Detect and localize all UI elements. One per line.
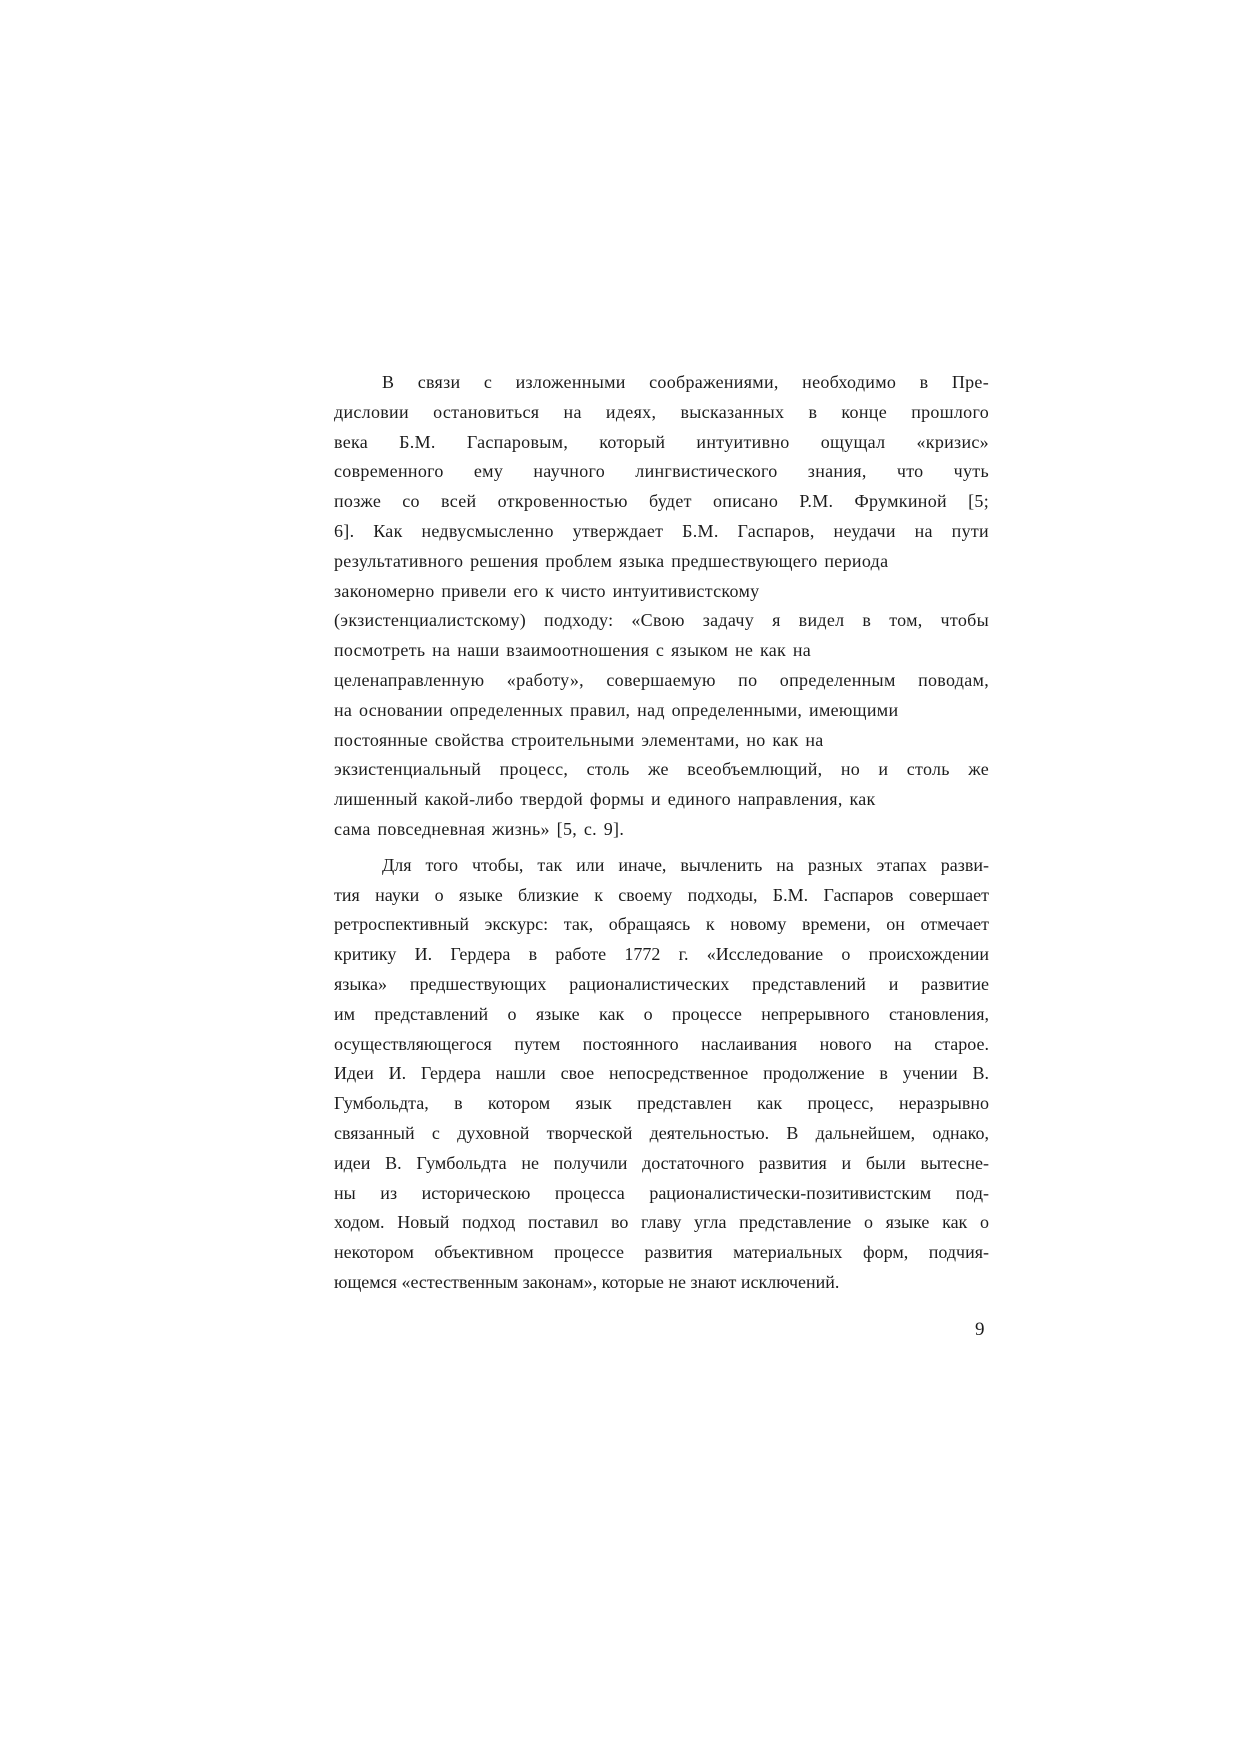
text-line: закономерно привели его к чисто интуитивистскому xyxy=(334,580,760,601)
text-line: на основании определенных правил, над определенными, имеющими xyxy=(334,699,899,720)
text-line: позже со всей откровенностью будет описано Р.М. Фрумкиной [5; xyxy=(334,491,989,512)
text-line: Для того чтобы, так или иначе, вычленить на разных этапах разви- xyxy=(382,854,989,875)
text-line: результативного решения проблем языка предшествующего периода xyxy=(334,550,889,571)
text-line: тия науки о языке близкие к своему подходы, Б.М. Гаспаров совершает xyxy=(334,884,989,905)
text-line: сама повседневная жизнь» [5, с. 9]. xyxy=(334,818,625,839)
text-line: века Б.М. Гаспаровым, который интуитивно ощущал «кризис» xyxy=(334,431,989,452)
text-line: дисловии остановиться на идеях, высказанных в конце прошлого xyxy=(334,401,989,422)
text-line: экзистенциальный процесс, столь же всеобъемлющий, но и столь же xyxy=(334,759,989,780)
text-line: идеи В. Гумбольдта не получили достаточного развития и были вытесне- xyxy=(334,1152,989,1173)
text-line: ющемся «естественным законам», которые не знают исключений. xyxy=(334,1271,840,1292)
body-text xyxy=(334,368,989,1298)
text-line: 6]. Как недвусмысленно утверждает Б.М. Гаспаров, неудачи на пути xyxy=(334,520,989,541)
text-line: постоянные свойства строительными элементами, но как на xyxy=(334,729,824,750)
text-line: осуществляющегося путем постоянного наслаивания нового на старое. xyxy=(334,1033,989,1054)
text-line: Гумбольдта, в котором язык представлен как процесс, неразрывно xyxy=(334,1093,989,1114)
text-line: (экзистенциалистскому) подходу: «Свою задачу я видел в том, чтобы xyxy=(334,610,989,631)
paragraph-2 xyxy=(334,851,989,1298)
text-line: В связи с изложенными соображениями, необходимо в Пре- xyxy=(382,372,989,392)
text-line: целенаправленную «работу», совершаемую по определенным поводам, xyxy=(334,669,989,690)
text-line: связанный с духовной творческой деятельностью. В дальнейшем, однако, xyxy=(334,1122,989,1143)
text-line: языка» предшествующих рационалистических представлений и развитие xyxy=(334,973,989,994)
text-line: современного ему научного лингвистического знания, что чуть xyxy=(334,461,989,482)
paragraph-1 xyxy=(334,368,989,845)
text-line: Идеи И. Гердера нашли свое непосредственное продолжение в учении В. xyxy=(334,1063,989,1084)
page-number: 9 xyxy=(975,1319,985,1340)
text-line: критику И. Гердера в работе 1772 г. «Исследование о происхождении xyxy=(334,944,989,965)
text-line: лишенный какой-либо твердой формы и единого направления, как xyxy=(334,789,876,810)
text-line: им представлений о языке как о процессе непрерывного становления, xyxy=(334,1003,989,1024)
text-line: ны из историческою процесса рационалистически-позитивистским под- xyxy=(334,1182,989,1203)
text-line: посмотреть на наши взаимоотношения с языком не как на xyxy=(334,640,812,661)
text-line: ретроспективный экскурс: так, обращаясь к новому времени, он отмечает xyxy=(334,914,989,935)
text-line: некотором объективном процессе развития материальных форм, подчия- xyxy=(334,1242,989,1263)
text-line: ходом. Новый подход поставил во главу угла представление о языке как о xyxy=(334,1212,989,1233)
